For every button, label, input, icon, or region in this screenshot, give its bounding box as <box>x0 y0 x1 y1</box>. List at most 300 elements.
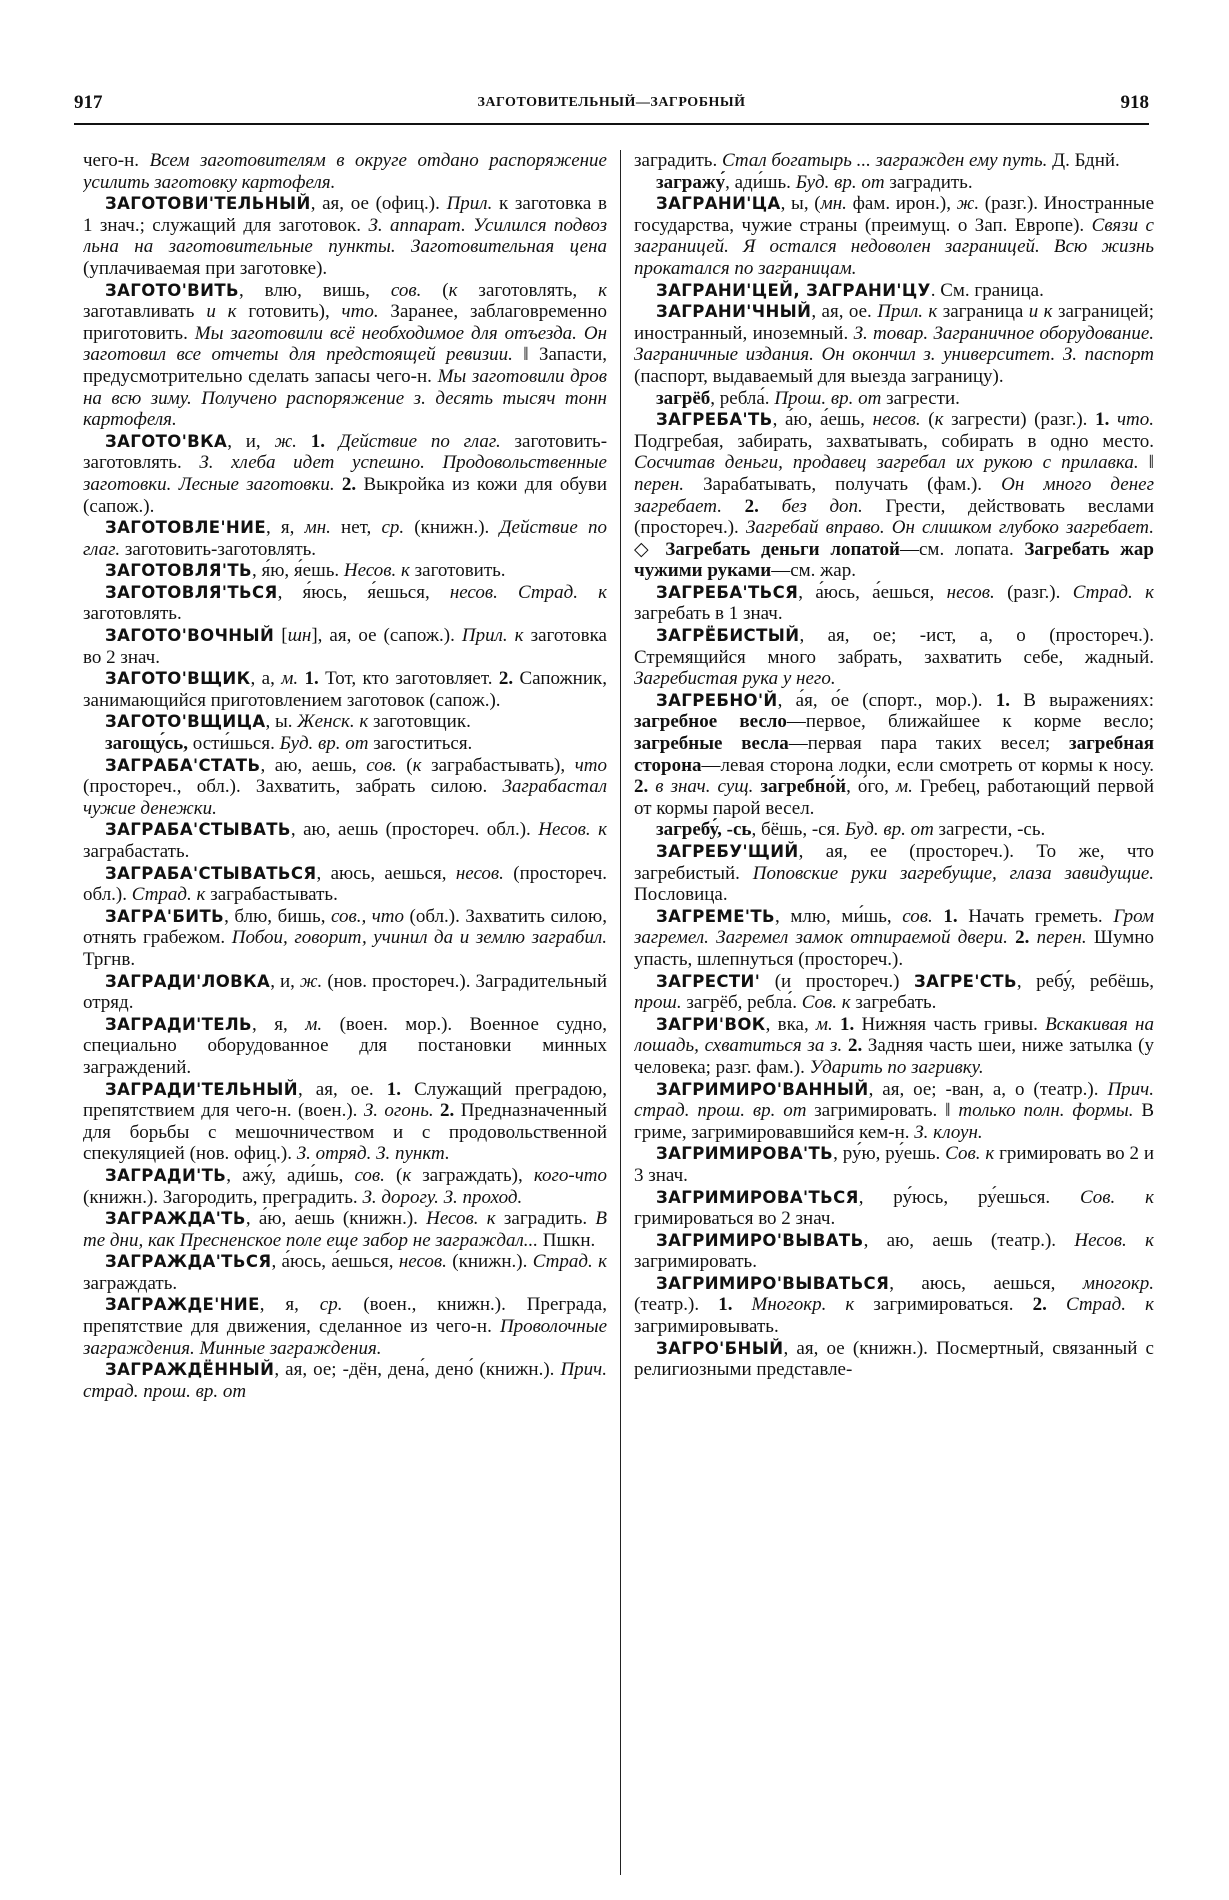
entry-text: ( <box>920 409 935 431</box>
italic-text: к <box>412 754 422 776</box>
entry-text: заградить. <box>495 1208 596 1230</box>
italic-text: Всем заготовителям в округе отдано распоряжение усилить заготовку картофеля. <box>83 150 607 193</box>
entry-text: , ру́юсь, ру́ешься. <box>858 1186 1080 1208</box>
dictionary-entry <box>634 1187 1154 1230</box>
entry-text: , и, <box>270 970 300 992</box>
entry-text: —левая сторона лодки, если смотреть от кормы к носу. <box>701 754 1154 776</box>
sense-number: 2. <box>440 1100 455 1122</box>
headword: ЗАГОТОВЛЯ'ТЬ <box>105 561 252 581</box>
entry-text: готовить), <box>236 301 342 323</box>
headword: ЗАГРЕБА'ТЬСЯ <box>656 582 799 602</box>
right-column <box>634 150 1154 1880</box>
entry-text: загримировывать. <box>634 1316 779 1338</box>
headword: ЗАГРЕБУ'ЩИЙ <box>656 842 799 861</box>
entry-text: заготавливать <box>83 301 207 323</box>
italic-text: сов. <box>354 1164 385 1186</box>
entry-text: , я, <box>259 1294 320 1316</box>
italic-text: м. <box>305 1013 323 1035</box>
entry-text: (книжн.). Загородить, преградить. <box>83 1186 363 1208</box>
entry-text: заграждать), <box>411 1164 534 1186</box>
headword: ЗАГОТОВЛЯ'ТЬСЯ <box>105 582 278 602</box>
dictionary-entry <box>83 150 607 193</box>
italic-text: м. <box>895 776 913 798</box>
italic-text: несов. <box>455 862 504 884</box>
subentry-term: загрёб <box>656 387 711 409</box>
dictionary-entry <box>634 1338 1154 1381</box>
headword: ЗАГРАНИ'ЦЕЙ, ЗАГРАНИ'ЦУ <box>656 280 931 300</box>
subentry-term: загощу́сь, <box>105 733 188 755</box>
entry-text: загримировать. <box>634 1251 757 1273</box>
entry-text: (обл.). Захватить силою, отнять грабежом. <box>83 905 607 949</box>
italic-text: м. <box>815 1013 833 1035</box>
dictionary-entry <box>634 409 1154 582</box>
dictionary-entry <box>634 1143 1154 1186</box>
entry-text: . См. граница. <box>930 279 1044 301</box>
entry-text: (паспорт, выдаваемый для выезда заграницу). <box>634 365 1004 387</box>
entry-text: Шумно упасть, шлепнуться (простореч.). <box>634 927 1154 970</box>
italic-text: к <box>402 1164 412 1186</box>
headword: ЗАГРИ'ВОК <box>656 1014 766 1034</box>
entry-text <box>759 496 782 517</box>
italic-text: Страд. к <box>1065 1294 1154 1316</box>
entry-text <box>732 1294 751 1315</box>
italic-text: Проволочные заграждения. Минные заграждения. <box>83 1316 607 1359</box>
headword: ЗАГРАБА'СТЫВАТЬ <box>105 820 291 840</box>
italic-text: Гром загремел. Загремел замок отпираемой двери. <box>634 905 1154 949</box>
header-rule <box>74 123 1149 125</box>
entry-text: заграбастывать), <box>421 754 575 776</box>
dictionary-entry <box>83 193 607 279</box>
entry-text: гримировать во 2 и 3 знач. <box>634 1143 1154 1186</box>
entry-text: , блю, бишь, <box>224 905 331 927</box>
entry-text: (воен. мор.). Военное судно, специально оборудованное для постановки минных заграждений. <box>83 1013 607 1078</box>
headword: ЗАГРО'БНЫЙ <box>656 1338 784 1358</box>
entry-text: заграбастать. <box>83 841 190 862</box>
entry-text: , ая, ее (простореч.). То же, что загребистый. <box>634 841 1154 884</box>
headword: ЗАГРИМИРОВА'ТЬСЯ <box>656 1187 859 1207</box>
headword: ЗАГОТОВИ'ТЕЛЬНЫЙ <box>105 194 311 214</box>
entry-text: , вка, <box>765 1013 816 1035</box>
italic-text: шн <box>287 625 312 647</box>
entry-text: заготовлять. <box>83 603 182 625</box>
headword: ЗАГОТО'ВЩИК <box>105 669 251 689</box>
italic-text: Загребай вправо. Он слишком глубоко загребает. <box>745 517 1154 539</box>
sense-number: 2. <box>498 668 514 690</box>
italic-text: Страд. к <box>1072 581 1154 603</box>
entry-text: заградить. <box>634 150 722 171</box>
entry-text: загрести. <box>881 387 960 409</box>
italic-text: без доп. <box>781 495 863 517</box>
entry-text: Предназначенный для борьбы с мешочничеством и с продовольственной спекуляцией (нов. офиц.). <box>83 1100 607 1165</box>
italic-text: перен. <box>634 473 685 495</box>
dictionary-entry <box>83 625 607 668</box>
entry-text: Грести, действовать веслами (простореч.). <box>634 495 1154 539</box>
entry-text: , а́юсь, а́ешься, <box>798 581 947 603</box>
entry-text: (простореч. обл.). <box>83 862 607 906</box>
italic-text: к <box>448 279 458 301</box>
entry-text: загрести, -сь. <box>933 819 1046 841</box>
dictionary-entry <box>634 819 1154 841</box>
italic-text: Женск. к <box>297 711 369 733</box>
entry-text <box>1047 1294 1066 1315</box>
italic-text: З. клоун. <box>914 1121 983 1143</box>
dictionary-entry <box>83 560 607 582</box>
entry-text: заграницей; иностранный, иноземный. <box>634 301 1154 344</box>
italic-text: и к <box>1028 301 1053 323</box>
entry-text: Начать греметь. <box>957 905 1114 927</box>
italic-text: Буд. вр. от <box>795 171 885 193</box>
dictionary-entry <box>634 280 1154 302</box>
headword: ЗАГРЕМЕ'ТЬ <box>656 906 775 926</box>
entry-text: заготовить-заготовлять. <box>120 538 317 560</box>
subentry-term: загражу́ <box>656 171 726 193</box>
entry-text: заграница <box>937 301 1029 323</box>
entry-text: загримировать. ‖ <box>806 1100 959 1122</box>
headword: ЗАГРАЖДЕ'НИЕ <box>105 1295 260 1315</box>
entry-text <box>1109 409 1117 430</box>
headword: ЗАГРАДИ'ТЬ <box>105 1165 227 1185</box>
entry-text: , аю, аешь (простореч. обл.). <box>290 819 539 841</box>
italic-text: Прич. страд. прош. вр. от <box>634 1078 1154 1122</box>
dictionary-entry <box>634 1273 1154 1338</box>
italic-text: м. <box>281 668 299 690</box>
entry-text: заградить. <box>884 171 973 193</box>
entry-text: Д. Бднй. <box>1047 150 1120 171</box>
entry-text: заграбастывать. <box>205 884 338 906</box>
entry-text: —см. жар. <box>771 560 856 582</box>
entry-text: , а́юсь, а́ешься, <box>271 1251 399 1273</box>
italic-text: З. аппарат. Усилился подвоз льна на заготовительные пункты. Заготовительная цена <box>83 214 607 258</box>
entry-text: , а, <box>250 668 282 690</box>
dictionary-entry <box>83 668 607 711</box>
entry-text: загрёб, ребла́. <box>681 992 802 1014</box>
italic-text: сов. <box>390 279 422 301</box>
entry-text: —первая пара таких весел; <box>788 733 1069 755</box>
dictionary-entry <box>83 1165 607 1208</box>
italic-text: сов. <box>366 754 397 776</box>
sense-number: 2. <box>744 495 759 517</box>
entry-text: ости́шься. <box>187 733 280 755</box>
italic-text: ж. <box>956 193 980 215</box>
italic-text: З. отряд. З. пункт. <box>296 1143 450 1165</box>
entry-text: Выкройка из кожи для обуви (сапож.). <box>83 473 607 517</box>
headword: ЗАГРАДИ'ТЕЛЬНЫЙ <box>105 1079 298 1099</box>
italic-text: ж. <box>299 970 323 992</box>
entry-text: , бёшь, -ся. <box>751 819 845 841</box>
headword: ЗАГРАЖДА'ТЬ <box>105 1209 246 1229</box>
italic-text: Прил. <box>446 193 493 215</box>
italic-text: З. огонь. <box>363 1100 434 1122</box>
dictionary-entry <box>634 1014 1154 1079</box>
entry-text: , ы. <box>265 711 298 733</box>
dictionary-entry <box>83 1359 607 1402</box>
headword: ЗАГРЕБНО'Й <box>656 690 778 710</box>
entry-text: Гребец, работающий первой от кормы парой весел. <box>634 776 1154 819</box>
italic-text: сов. <box>902 905 933 927</box>
entry-text: Сапожник, занимающийся приготовлением заготовок (сапож.). <box>83 668 607 711</box>
subentry-term: загребные весла <box>634 733 789 755</box>
italic-text: Ударить по загривку. <box>809 1056 984 1078</box>
entry-text: , ы, ( <box>780 193 821 215</box>
entry-text: загребать в 1 знач. <box>634 603 783 625</box>
dictionary-entry <box>83 711 607 733</box>
italic-text: Сов. к <box>945 1143 995 1165</box>
entry-text: , ажу́, ади́шь, <box>226 1164 355 1186</box>
entry-text <box>833 1014 840 1035</box>
subentry-term: загребное весло <box>634 711 787 733</box>
entry-text: к заготовка в 1 знач.; служащий для заготовок. <box>83 193 607 236</box>
italic-text: Стал богатырь ... загражден ему путь. <box>721 150 1048 171</box>
italic-text: Загребистая рука у него. <box>634 668 836 690</box>
entry-text: , ребла́. <box>710 387 775 409</box>
headword: ЗАГРИМИРОВА'ТЬ <box>656 1144 834 1164</box>
entry-text: Зарабатывать, получать (фам.). <box>684 473 1002 495</box>
entry-text: чего-н. <box>83 150 150 171</box>
dictionary-entry <box>83 755 607 820</box>
italic-text: Несов. к <box>538 819 607 841</box>
entry-text: В выражениях: <box>1009 689 1154 711</box>
entry-text: , ая, ое; -ист, а, о (простореч.). Стремящийся много забрать, захватить себе, жадный. <box>634 625 1154 668</box>
italic-text: мн. <box>304 517 331 539</box>
entry-text: , а́я, о́е (спорт., мор.). <box>777 689 996 711</box>
italic-text: Многокр. к <box>751 1294 855 1316</box>
dictionary-entry <box>83 431 607 517</box>
dictionary-entry <box>83 1251 607 1294</box>
italic-text: Несов. к <box>1074 1229 1154 1251</box>
subentry-term: загребу́, -сь <box>656 819 752 841</box>
subentry-term: загребно́й <box>760 776 847 798</box>
italic-text: Связи с заграницей. Я остался недоволен заграницей. Всю жизнь прокатался по заграницам. <box>634 214 1154 279</box>
entry-text: —первое, ближайшее к корме весло; <box>786 711 1154 733</box>
entry-text: , ая, ое; -дён, дена́, дено́ (книжн.). <box>274 1359 561 1381</box>
entry-text: Нижняя часть гривы. <box>854 1013 1046 1035</box>
headword: ЗАГОТО'ВОЧНЫЙ <box>105 626 275 646</box>
entry-text <box>1029 927 1036 948</box>
entry-text: , ая, ое. <box>811 301 878 323</box>
entry-text: заграждать. <box>83 1272 178 1294</box>
italic-text: несов. <box>872 409 921 431</box>
entry-text: , а́ю, а́ешь, <box>772 409 873 431</box>
italic-text: что. <box>341 301 379 323</box>
entry-text: ‖ Запасти, предусмотрительно сделать запасы чего-н. <box>83 344 607 387</box>
italic-text: Действие по глаг. <box>83 517 607 560</box>
entry-text: , я, <box>266 517 305 539</box>
headword: ЗАГРАБА'СТАТЬ <box>105 755 261 775</box>
entry-text: , ая, ое; -ван, а, о (театр.). <box>868 1078 1108 1100</box>
italic-text: к <box>598 279 607 301</box>
entry-text: , аю, аешь, <box>260 754 367 776</box>
entry-text <box>297 431 311 452</box>
sense-number: 1. <box>718 1294 733 1316</box>
sense-number: 2. <box>847 1035 863 1057</box>
entry-text: заготовить-заготовлять. <box>83 430 607 474</box>
headword: ЗАГРАДИ'ЛОВКА <box>105 971 271 991</box>
entry-text: (книжн.). <box>446 1251 533 1273</box>
entry-text: (воен., книжн.). Преграда, препятствие для движения, сделанное из чего-н. <box>83 1294 607 1338</box>
italic-text: Сов. к <box>801 992 851 1014</box>
entry-text: , ру́ю, ру́ешь. <box>833 1143 946 1165</box>
italic-text: Прич. страд. прош. вр. от <box>83 1359 607 1402</box>
entry-text: , ая, ое. <box>297 1078 387 1100</box>
entry-text: (книжн.). <box>404 517 500 539</box>
entry-text: (разг.). <box>994 581 1073 603</box>
headword: ЗАГОТОВЛЕ'НИЕ <box>105 518 267 538</box>
entry-text <box>335 474 342 495</box>
sense-number: 1. <box>310 430 325 452</box>
entry-text: заготовка во 2 знач. <box>83 625 607 668</box>
italic-text: и к <box>206 301 237 323</box>
dictionary-entry <box>83 819 607 862</box>
right-page-number: 918 <box>1120 92 1149 113</box>
italic-text: сов., что <box>330 905 405 927</box>
italic-text: Несов. к <box>426 1208 496 1230</box>
italic-text: Прил. к <box>461 625 524 647</box>
entry-text <box>933 906 944 927</box>
entry-text: (разг.). Иностранные государства, чужие страны (преимущ. о Зап. Европе). <box>634 193 1154 236</box>
headword: ЗАГРЁБИСТЫЙ <box>656 626 800 646</box>
entry-text: ◇ <box>634 538 666 560</box>
entry-text: загребать. <box>850 992 937 1014</box>
italic-text: что <box>574 754 607 776</box>
italic-text: что. <box>1116 409 1154 431</box>
headword: ЗАГРЕБА'ТЬ <box>656 410 773 430</box>
headword: ЗАГРАНИ'ЦА <box>656 194 781 214</box>
italic-text: только полн. формы. <box>958 1100 1134 1122</box>
italic-text: Побои, говорит, учинил да и землю заграбил. <box>231 927 607 949</box>
entry-text: , млю, ми́шь, <box>774 905 903 927</box>
headword: ЗАГРАЖДА'ТЬСЯ <box>105 1252 272 1272</box>
italic-text: З. товар. Заграничное оборудование. Заграничные издания. Он окончил з. университет. З. паспорт <box>634 322 1154 366</box>
italic-text: многокр. <box>1082 1272 1154 1294</box>
italic-text: Действие по глаг. <box>338 430 501 452</box>
dictionary-entry <box>634 150 1154 172</box>
sense-number: 1. <box>995 689 1010 711</box>
entry-text: (и простореч.) <box>760 970 914 992</box>
entry-text: (уплачиваемая при заготовке). <box>83 257 328 279</box>
dictionary-entry <box>634 906 1154 971</box>
sense-number: 1. <box>386 1078 401 1100</box>
entry-text: загрести) (разг.). <box>943 409 1096 431</box>
headword: ЗАГОТО'ВИТЬ <box>105 280 239 300</box>
entry-text: , я, <box>252 1013 306 1035</box>
italic-text: несов. <box>946 581 995 603</box>
headword: ЗАГРИМИРО'ВЫВАТЬСЯ <box>656 1273 890 1293</box>
dictionary-entry <box>634 1230 1154 1273</box>
entry-text: (простореч., обл.). Захватить, забрать силою. <box>83 776 503 798</box>
running-header <box>74 92 1149 120</box>
entry-text: , аюсь, аешься, <box>316 862 456 884</box>
sense-number: 2. <box>1015 927 1030 949</box>
dictionary-entry <box>634 841 1154 906</box>
italic-text: Прил. к <box>877 301 938 323</box>
entry-text: гримироваться во 2 знач. <box>634 1208 836 1230</box>
italic-text: Поповские руки загребущие, глаза завидущие. <box>752 862 1154 884</box>
entry-text <box>325 431 339 452</box>
entry-text: , а́ю, а́ешь (книжн.). <box>245 1208 427 1230</box>
dictionary-entry <box>634 1079 1154 1144</box>
italic-text: Заграбастал чужие денежки. <box>83 776 607 819</box>
sense-number: 1. <box>943 905 958 927</box>
headword: ЗАГРАДИ'ТЕЛЬ <box>105 1014 253 1034</box>
entry-text: Заранее, заблаговременно приготовить. <box>83 301 607 344</box>
headword: ЗАГРАБА'СТЫВАТЬСЯ <box>105 863 317 883</box>
headword: ЗАГРИМИРО'ВЫВАТЬ <box>656 1230 864 1250</box>
dictionary-entry <box>83 1014 607 1079</box>
italic-text: ср. <box>381 517 405 539</box>
dictionary-entry <box>83 1079 607 1165</box>
italic-text: несов. Страд. к <box>449 581 607 603</box>
italic-text: перен. <box>1036 927 1087 949</box>
italic-text: Страд. к <box>532 1251 607 1273</box>
entry-text: Служащий преградою, препятствием для чего-н. (воен.). <box>83 1078 607 1122</box>
italic-text: ж. <box>274 430 297 452</box>
entry-text: , я́юсь, я́ешься, <box>277 581 450 603</box>
italic-text: Он много денег загребает. <box>634 473 1154 517</box>
italic-text: Буд. вр. от <box>844 819 934 841</box>
subentry-term: Загребать жар чужими руками <box>634 538 1154 582</box>
dictionary-entry <box>83 863 607 906</box>
entry-text: Пословица. <box>634 884 728 906</box>
entry-text: —см. лопата. <box>899 538 1025 560</box>
italic-text: прош. <box>634 992 682 1014</box>
sense-number: 2. <box>634 776 649 798</box>
entry-text: Пшкн. <box>538 1229 596 1251</box>
dictionary-entry <box>634 625 1154 690</box>
entry-text: , влю, вишь, <box>238 279 391 301</box>
entry-text: ], ая, ое (сапож.). <box>311 625 462 647</box>
headword: ЗАГРЕ'СТЬ <box>913 971 1017 991</box>
dictionary-entry <box>83 733 607 755</box>
dictionary-entry <box>634 690 1154 820</box>
sense-number: 1. <box>840 1013 855 1035</box>
sense-number: 2. <box>1032 1294 1047 1316</box>
dictionary-entry <box>83 517 607 560</box>
sense-number: 1. <box>1095 409 1110 431</box>
left-column <box>83 150 607 1880</box>
dictionary-entry <box>634 172 1154 194</box>
headword: ЗАГРА'БИТЬ <box>105 906 225 926</box>
entry-text: , аюсь, аешься, <box>889 1272 1083 1294</box>
italic-text: Несов. к <box>343 560 410 582</box>
entry-text <box>1008 927 1015 948</box>
entry-text: , ади́шь. <box>725 171 796 193</box>
entry-text: Подгребая, забирать, захватывать, собирать в одно место. <box>634 430 1154 452</box>
entry-text: Тргнв. <box>83 948 136 970</box>
italic-text: ср. <box>319 1294 343 1316</box>
dictionary-entry <box>83 906 607 971</box>
entry-text: (театр.). <box>634 1294 719 1316</box>
entry-text: ‖ <box>1138 452 1154 474</box>
dictionary-entry <box>634 388 1154 410</box>
italic-text: З. хлеба идет успешно. Продовольственные заготовки. Лесные заготовки. <box>83 452 607 495</box>
headword: ЗАГРИМИРО'ВАННЫЙ <box>656 1079 869 1099</box>
italic-text: в знач. сущ. <box>655 776 754 798</box>
italic-text: кого-что <box>533 1164 607 1186</box>
subentry-term: загребная сторона <box>634 733 1154 776</box>
italic-text: Буд. вр. от <box>279 733 369 755</box>
italic-text: несов. <box>398 1251 447 1273</box>
entry-text: В гриме, загримировавшийся кем-н. <box>634 1100 1154 1143</box>
dictionary-entry <box>634 301 1154 387</box>
italic-text: Мы заготовили всё необходимое для отъезда. Он заготовил все отчеты для предстоящей ревизии. <box>83 322 607 366</box>
italic-text: к <box>934 409 944 431</box>
headword: ЗАГРАНИ'ЧНЫЙ <box>656 302 812 322</box>
headword: ЗАГОТО'ВКА <box>105 431 228 451</box>
entry-text: фам. ирон.), <box>846 193 957 215</box>
entry-text <box>722 496 745 517</box>
italic-text: В те дни, как Пресненское поле еще забор не заграждал... <box>83 1208 607 1251</box>
entry-text: ( <box>396 754 413 776</box>
